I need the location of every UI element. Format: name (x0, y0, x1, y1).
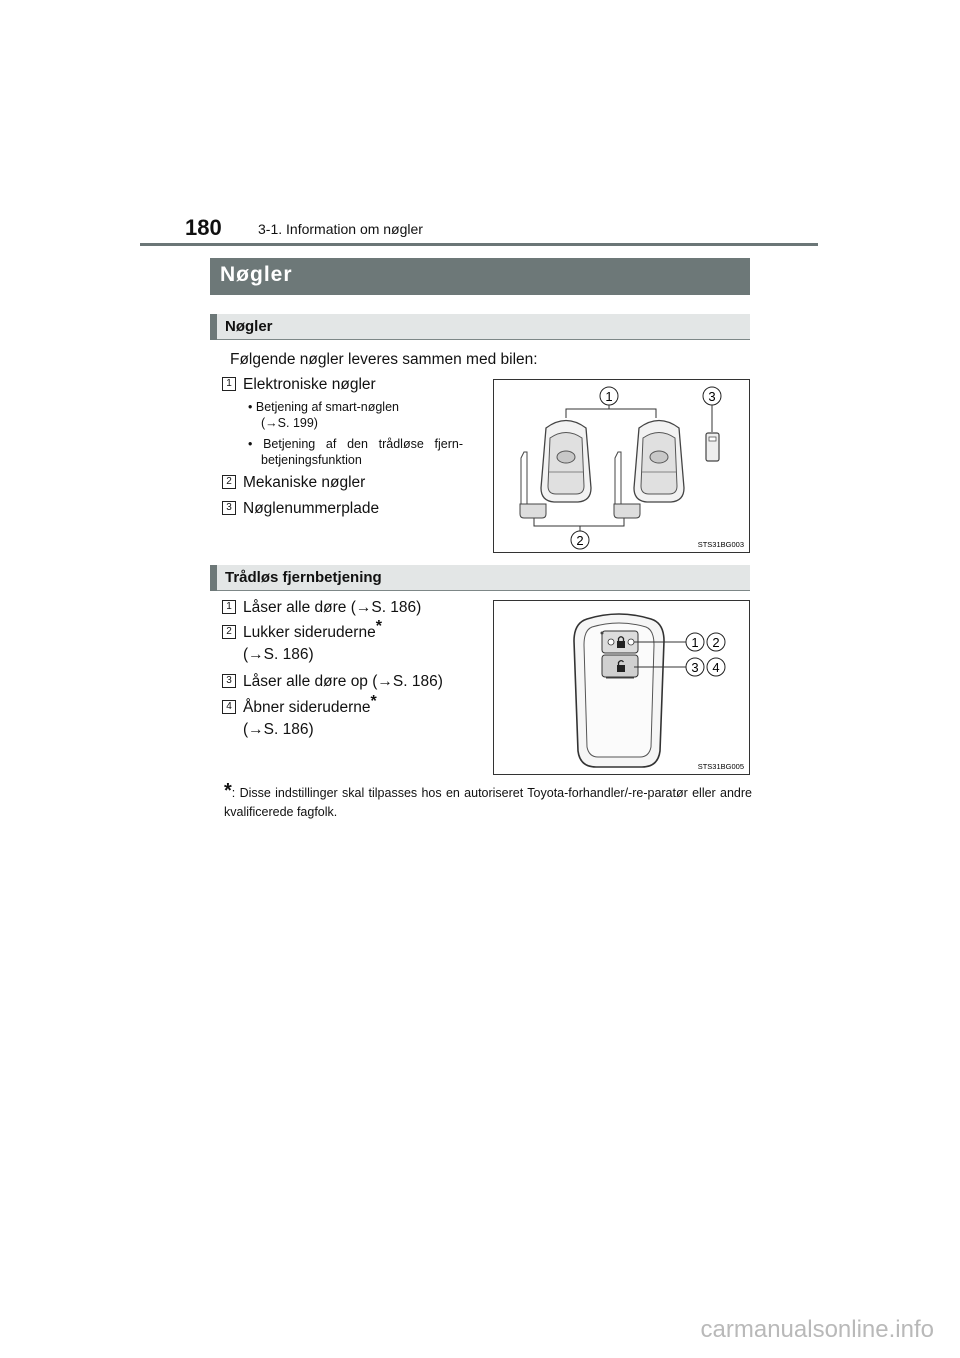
arrow-icon: → (248, 721, 264, 738)
remote-callout-1: 1 (691, 635, 699, 650)
arrow-icon: → (265, 416, 278, 430)
smart-key-left (541, 421, 591, 503)
bracket-top (566, 409, 656, 418)
item-electronic-keys: Elektroniske nøgler (243, 376, 376, 393)
remote-item-number-2: 2 (222, 625, 236, 639)
keys-figure (493, 379, 750, 553)
bullet-smart-key: • Betjening af smart-nøglen (→S. 199) (248, 400, 399, 430)
remote-item-lock-all: Låser alle døre (→S. 186) (243, 599, 422, 616)
remote-item-open-windows-ref: (→S. 186) (243, 721, 314, 738)
item-number-2: 2 (222, 475, 236, 489)
page-number: 180 (185, 215, 222, 240)
smart-key-remote (574, 614, 664, 767)
figure-code-2: STS31BG005 (697, 762, 744, 771)
keys-illustration (494, 380, 749, 552)
remote-item-number-3: 3 (222, 674, 236, 688)
item-key-number-plate: Nøglenummerplade (243, 500, 380, 517)
remote-item-open-windows: Åbner sideruderne* (243, 692, 377, 716)
asterisk-marker: * (375, 617, 382, 635)
remote-callout-2: 2 (712, 635, 720, 650)
asterisk-marker: * (370, 692, 377, 710)
remote-callout-4: 4 (712, 660, 720, 675)
item-mechanical-keys: Mekaniske nøgler (243, 474, 366, 491)
remote-item-unlock-all: Låser alle døre op (→S. 186) (243, 673, 443, 690)
bullet-wireless-remote: • Betjening af den trådløse fjern- betjeningsfunktion (248, 437, 463, 467)
remote-item-close-windows: Lukker sideruderne* (243, 617, 382, 641)
item-number-3: 3 (222, 501, 236, 515)
remote-item-number-1: 1 (222, 600, 236, 614)
remote-callout-3: 3 (691, 660, 699, 675)
footnote (224, 782, 752, 822)
remote-illustration (494, 601, 749, 774)
key-number-plate (706, 433, 719, 461)
remote-item-number-4: 4 (222, 700, 236, 714)
header-rule (140, 243, 818, 246)
callout-1: 1 (605, 389, 613, 404)
callout-2: 2 (576, 533, 584, 548)
bracket-bottom (534, 518, 624, 526)
item-number-1: 1 (222, 377, 236, 391)
arrow-icon: → (377, 673, 393, 690)
section-heading-keys (210, 314, 750, 340)
footnote-text: : Disse indstillinger skal tilpasses hos en autoriseret Toyota-forhandler/-re-paratør eller andre kvalificerede fagfolk. (224, 786, 752, 819)
smart-key-right (634, 421, 684, 503)
remote-item-close-windows-ref: (→S. 186) (243, 646, 314, 663)
callout-3: 3 (708, 389, 716, 404)
section-heading-remote (210, 565, 750, 591)
watermark: carmanualsonline.info (700, 1316, 934, 1343)
page-title: Nøgler (210, 258, 750, 295)
section-heading-remote-label: Trådløs fjernbetjening (225, 569, 382, 586)
section-heading-keys-label: Nøgler (225, 318, 273, 335)
chapter-title: 3-1. Information om nøgler (258, 221, 423, 237)
footnote-asterisk: * (224, 780, 232, 802)
arrow-icon: → (248, 646, 264, 663)
figure-code-1: STS31BG003 (697, 540, 744, 549)
arrow-icon: → (355, 599, 372, 616)
remote-figure (493, 600, 750, 775)
intro-text: Følgende nøgler leveres sammen med bilen: (230, 351, 538, 368)
